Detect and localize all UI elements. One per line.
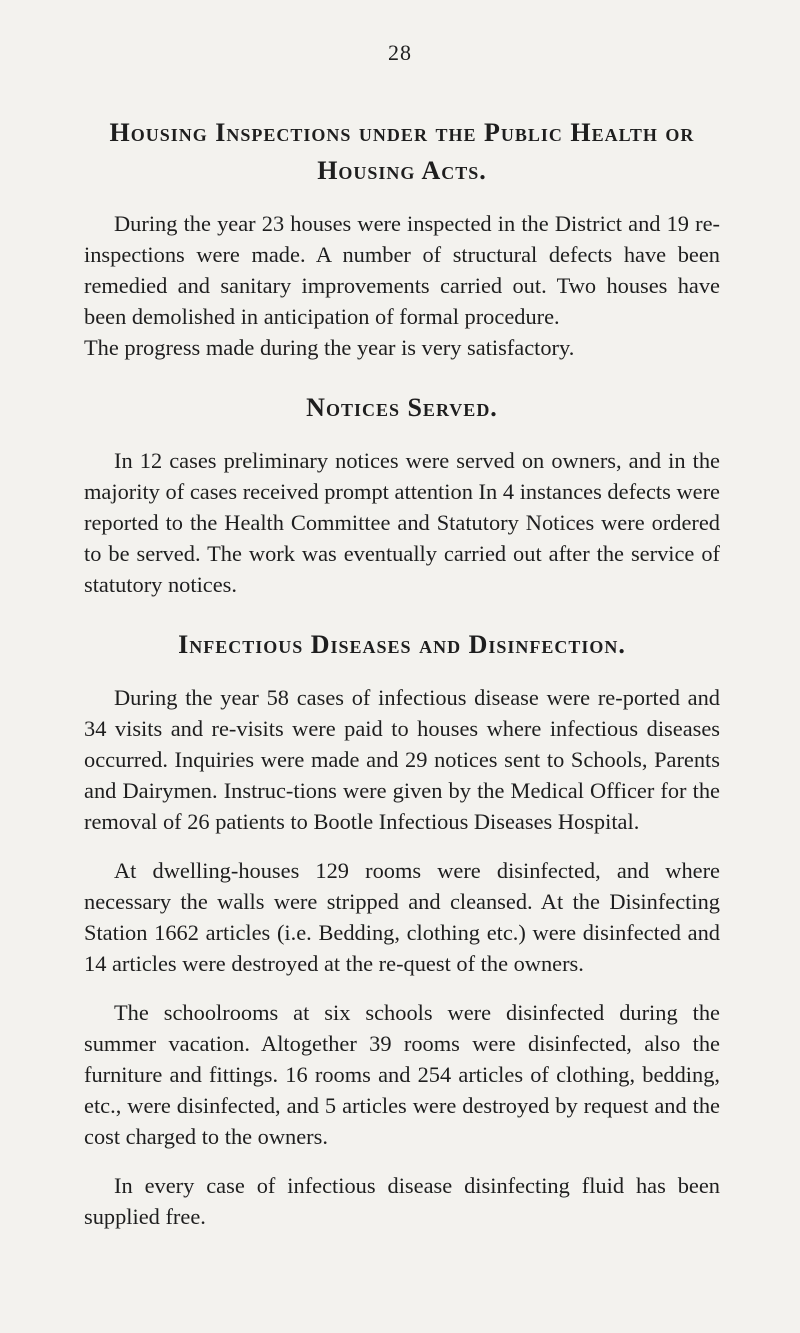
section-infectious-diseases — [84, 626, 720, 1232]
section-heading: Infectious Diseases and Disinfection. — [178, 630, 626, 659]
page-number: 28 — [388, 40, 412, 65]
paragraph: The schoolrooms at six schools were disinfected during the summer vacation. Altogether 39 rooms were disinfected, also the furniture and fittings. 16 rooms and 254 articles of clothing, bedding, etc., were disinfected, and 5 articles were destroyed by request and the cost charged to the owners. — [84, 1000, 720, 1149]
paragraph: During the year 58 cases of infectious disease were re-ported and 34 visits and re-visits were paid to houses where infectious diseases occurred. Inquiries were made and 29 notices sent to Schools, Parents and Dairymen. Instruc-tions were given by the Medical Officer for the removal of 26 patients to Bootle Infectious Diseases Hospital. — [84, 685, 720, 834]
paragraph: In 12 cases preliminary notices were served on owners, and in the majority of cases received prompt attention In 4 instances defects were reported to the Health Committee and Statutory Notices were ordered to be served. The work was eventually carried out after the service of statutory notices. — [84, 448, 720, 597]
paragraph: At dwelling-houses 129 rooms were disinfected, and where necessary the walls were stripped and cleansed. At the Disinfecting Station 1662 articles (i.e. Bedding, clothing etc.) were disinfected and 14 articles were destroyed at the re-quest of the owners. — [84, 858, 720, 976]
paragraph: The progress made during the year is very satisfactory. — [84, 335, 575, 360]
section-notices-served — [84, 389, 720, 600]
page-content — [84, 114, 720, 1232]
section-heading: Housing Inspections under the Public Health or Housing Acts. — [109, 118, 695, 185]
paragraph: In every case of infectious disease disinfecting fluid has been supplied free. — [84, 1173, 720, 1229]
paragraph: During the year 23 houses were inspected in the District and 19 re-inspections were made. A number of structural defects have been remedied and sanitary improvements carried out. Two houses have been demolished in anticipation of formal procedure. — [84, 211, 720, 329]
section-heading: Notices Served. — [306, 393, 498, 422]
section-housing-inspections — [84, 114, 720, 363]
